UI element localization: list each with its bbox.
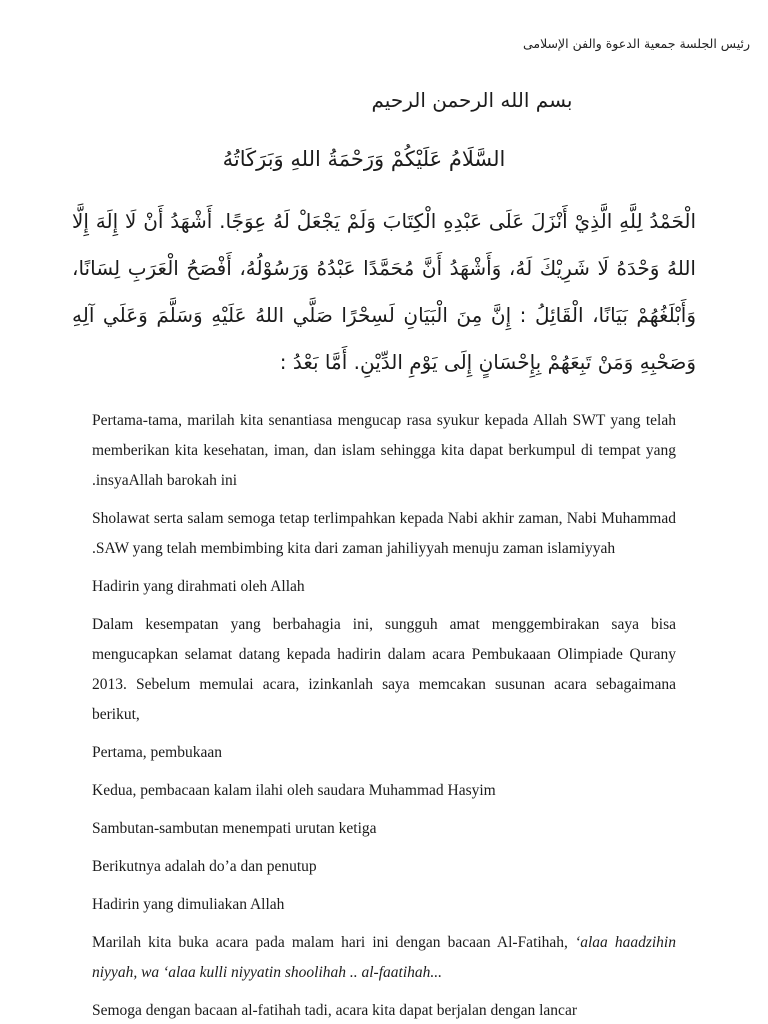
basmalah-line: بسم الله الرحمن الرحيم	[371, 88, 573, 112]
paragraph-text: Dalam kesempatan yang berbahagia ini, sungguh amat menggembirakan saya bisa mengucapkan selamat datang kepada hadirin dalam acara Pembukaaan Olimpiade Qurany 2013. Sebelum memulai acara, izinkanlah saya memcakan susunan acara sebagaimana berikut,	[92, 616, 676, 723]
paragraph	[92, 890, 676, 920]
paragraph	[92, 572, 676, 602]
paragraph-text: Marilah kita buka acara pada malam hari ini dengan bacaan Al-Fatihah,	[92, 934, 576, 951]
paragraph-text: Sambutan-sambutan menempati urutan ketiga	[92, 820, 377, 837]
paragraph	[92, 738, 676, 768]
paragraph	[92, 776, 676, 806]
paragraph	[92, 852, 676, 882]
khutbah-opening-arabic: الْحَمْدُ لِلَّهِ الَّذِيْ أَنْزَلَ عَلَى عَبْدِهِ الْكِتَابَ وَلَمْ يَجْعَلْ لَهُ عِوَجًا. أَشْهَدُ أَنْ لَا إِلَهَ إِلَّا اللهُ وَحْدَهُ لَا شَرِيْكَ لَهُ، وَأَشْهَدُ أَنَّ مُحَمَّدًا عَبْدُهُ وَرَسُوْلُهُ، أَفْصَحُ الْعَرَبِ لِسَانًا، وَأَبْلَغُهُمْ بَيَانًا، الْقَائِلُ : إِنَّ مِنَ الْبَيَانِ لَسِحْرًا صَلَّي اللهُ عَلَيْهِ وَسَلَّمَ وَعَلَي آلِهِ وَصَحْبِهِ وَمَنْ تَبِعَهُمْ بِإِحْسَانٍ إِلَى يَوْمِ الدِّيْنِ. أَمَّا بَعْدُ :	[72, 209, 696, 374]
paragraph	[92, 814, 676, 844]
paragraph-text-italic: ‘alaa haadzihin niyyah, wa ‘alaa kulli niyyatin shoolihah .. al-faatihah...	[92, 934, 676, 981]
paragraph-text: Semoga dengan bacaan al-fatihah tadi, acara kita dapat berjalan dengan lancar	[92, 1002, 577, 1019]
paragraph	[92, 928, 676, 988]
speech-body	[92, 406, 676, 1024]
paragraph-text: Sholawat serta salam semoga tetap terlimpahkan kepada Nabi akhir zaman, Nabi Muhammad .SAW yang telah membimbing kita dari zaman jahiliyyah menuju zaman islamiyyah	[92, 510, 676, 557]
paragraph	[92, 610, 676, 730]
document-header-arabic: رئيس الجلسة جمعية الدعوة والفن الإسلامى	[522, 36, 750, 51]
paragraph	[92, 406, 676, 496]
paragraph-text: Pertama, pembukaan	[92, 744, 222, 761]
paragraph-text: Pertama-tama, marilah kita senantiasa mengucap rasa syukur kepada Allah SWT yang telah memberikan kita kesehatan, iman, dan islam sehingga kita dapat berkumpul di tempat yang .insyaAllah barokah ini	[92, 412, 676, 489]
paragraph-text: Kedua, pembacaan kalam ilahi oleh saudara Muhammad Hasyim	[92, 782, 496, 799]
paragraph-text: Hadirin yang dirahmati oleh Allah	[92, 578, 305, 595]
salam-greeting-line: السَّلَامُ عَلَيْكُمْ وَرَحْمَةُ اللهِ وَبَرَكَاتُهُ	[222, 147, 506, 171]
paragraph-text: Hadirin yang dimuliakan Allah	[92, 896, 285, 913]
paragraph	[92, 996, 676, 1024]
paragraph	[92, 504, 676, 564]
paragraph-text: Berikutnya adalah do’a dan penutup	[92, 858, 317, 875]
